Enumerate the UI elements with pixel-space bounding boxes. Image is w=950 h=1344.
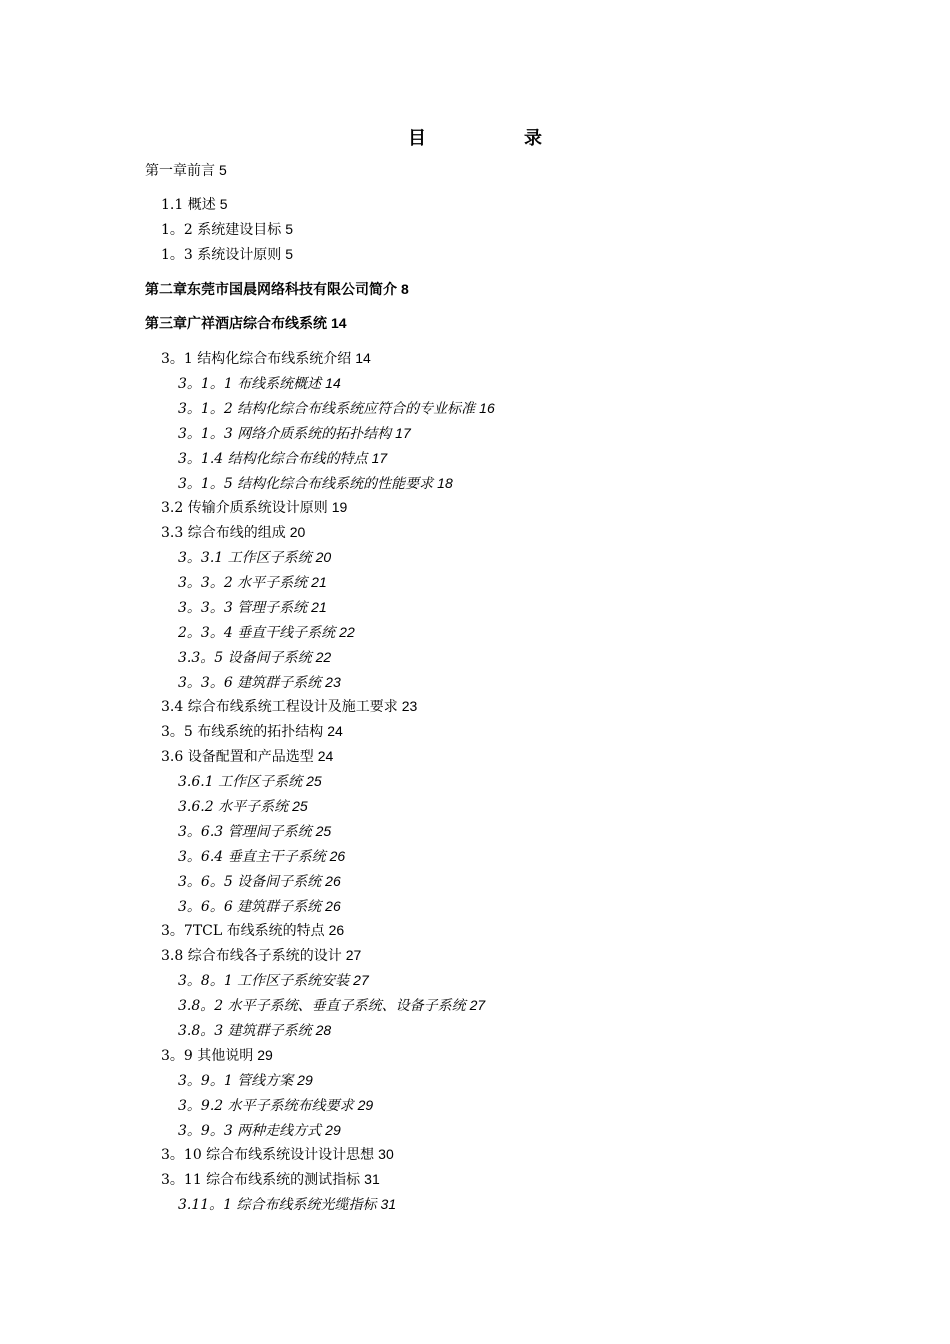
toc-entry-text: 3。1。1 布线系统概述 [178, 376, 322, 392]
toc-entry-text: 3。10 综合布线系统设计设计思想 [161, 1147, 375, 1163]
toc-entry[interactable] [178, 871, 341, 892]
toc-entry[interactable] [178, 1020, 331, 1041]
toc-entry[interactable] [145, 160, 227, 181]
toc-entry[interactable] [178, 473, 453, 494]
toc-entry[interactable] [178, 1194, 396, 1215]
toc-entry-text: 3。9.2 水平子系统布线要求 [178, 1098, 354, 1114]
toc-entry-text: 3.11。1 综合布线系统光缆指标 [178, 1197, 377, 1213]
toc-entry-page-number: 19 [331, 499, 348, 515]
toc-entry-page-number: 8 [401, 281, 409, 297]
toc-entry-page-number: 21 [311, 574, 327, 590]
toc-entry[interactable] [178, 398, 495, 419]
toc-entry[interactable] [178, 448, 387, 469]
toc-entry-page-number: 5 [219, 196, 228, 212]
toc-entry-text: 1.1 概述 [161, 197, 216, 213]
toc-entry-text: 3。3。6 建筑群子系统 [178, 675, 322, 691]
toc-entry-page-number: 29 [297, 1072, 313, 1088]
toc-entry-text: 3。6.4 垂直主干子系统 [178, 849, 326, 865]
toc-entry-text: 3。3。2 水平子系统 [178, 575, 308, 591]
toc-entry-text: 3.8。3 建筑群子系统 [178, 1023, 312, 1039]
toc-entry-text: 3。1.4 结构化综合布线的特点 [178, 451, 368, 467]
toc-entry[interactable] [161, 497, 347, 518]
toc-entry[interactable] [161, 244, 293, 265]
toc-entry-text: 3.6.2 水平子系统 [178, 799, 289, 815]
toc-entry-text: 3。9。3 两种走线方式 [178, 1123, 322, 1139]
toc-entry-page-number: 26 [325, 873, 341, 889]
toc-entry-page-number: 25 [315, 823, 332, 839]
toc-entry-page-number: 25 [292, 798, 308, 814]
toc-entry-page-number: 22 [339, 624, 355, 640]
toc-entry[interactable] [178, 622, 355, 643]
toc-entry-page-number: 21 [311, 599, 327, 615]
toc-entry-page-number: 5 [285, 221, 294, 237]
toc-entry-page-number: 14 [325, 375, 341, 391]
toc-entry-page-number: 29 [357, 1097, 374, 1113]
toc-entry-page-number: 5 [219, 162, 227, 178]
toc-entry-page-number: 24 [327, 723, 343, 739]
toc-entry-text: 1。2 系统建设目标 [161, 222, 282, 238]
toc-entry-page-number: 29 [325, 1122, 341, 1138]
toc-entry-text: 3。6。6 建筑群子系统 [178, 899, 322, 915]
toc-entry-text: 3。11 综合布线系统的测试指标 [161, 1172, 361, 1188]
toc-entry[interactable] [161, 1144, 394, 1165]
toc-entry-page-number: 26 [325, 898, 341, 914]
toc-entry-text: 3。3。3 管理子系统 [178, 600, 308, 616]
toc-entry[interactable] [161, 194, 228, 215]
toc-entry[interactable] [161, 721, 343, 742]
toc-entry-page-number: 17 [371, 450, 388, 466]
toc-entry[interactable] [178, 423, 411, 444]
toc-entry-page-number: 22 [315, 649, 332, 665]
toc-entry-text: 3。1。5 结构化综合布线系统的性能要求 [178, 476, 434, 492]
toc-entry[interactable] [161, 945, 361, 966]
toc-entry-page-number: 23 [325, 674, 341, 690]
toc-entry-page-number: 20 [315, 549, 332, 565]
toc-entry-page-number: 27 [345, 947, 362, 963]
toc-entry[interactable] [178, 995, 485, 1016]
toc-entry-text: 3。5 布线系统的拓扑结构 [161, 724, 324, 740]
toc-entry[interactable] [178, 373, 341, 394]
toc-entry-text: 3.3 综合布线的组成 [161, 525, 286, 541]
toc-entry[interactable] [178, 1120, 341, 1141]
toc-entry-page-number: 20 [289, 524, 306, 540]
toc-entry[interactable] [178, 1070, 313, 1091]
toc-entry-text: 3。6.3 管理间子系统 [178, 824, 312, 840]
toc-entry-text: 3.4 综合布线系统工程设计及施工要求 [161, 699, 398, 715]
toc-entry[interactable] [178, 1095, 373, 1116]
toc-entry-page-number: 26 [328, 922, 345, 938]
toc-entry-page-number: 29 [257, 1047, 273, 1063]
toc-entry-page-number: 31 [380, 1196, 397, 1212]
toc-entry-text: 第二章东莞市国晨网络科技有限公司简介 [145, 282, 397, 298]
toc-entry-page-number: 23 [401, 698, 418, 714]
toc-entry[interactable] [161, 920, 344, 941]
toc-entry[interactable] [161, 219, 293, 240]
toc-entry[interactable] [178, 771, 322, 792]
toc-entry-text: 3.3。5 设备间子系统 [178, 650, 312, 666]
toc-entry[interactable] [161, 1169, 380, 1190]
toc-entry-text: 1。3 系统设计原则 [161, 247, 282, 263]
toc-entry[interactable] [161, 1045, 273, 1066]
toc-entry[interactable] [161, 522, 305, 543]
toc-entry-page-number: 31 [364, 1171, 380, 1187]
toc-entry-text: 3。9 其他说明 [161, 1048, 254, 1064]
toc-entry-text: 2。3。4 垂直干线子系统 [178, 625, 336, 641]
toc-title: 目 录 [408, 128, 582, 149]
toc-entry[interactable] [178, 970, 369, 991]
toc-entry-text: 3。6。5 设备间子系统 [178, 874, 322, 890]
toc-entry-text: 3。1。2 结构化综合布线系统应符合的专业标准 [178, 401, 476, 417]
toc-entry-text: 3。8。1 工作区子系统安装 [178, 973, 350, 989]
toc-entry-text: 3.8 综合布线各子系统的设计 [161, 948, 342, 964]
toc-entry-text: 3。9。1 管线方案 [178, 1073, 294, 1089]
toc-entry[interactable] [161, 348, 371, 369]
toc-entry-text: 3.6.1 工作区子系统 [178, 774, 303, 790]
toc-entry-text: 3。1。3 网络介质系统的拓扑结构 [178, 426, 392, 442]
toc-entry-text: 3.2 传输介质系统设计原则 [161, 500, 328, 516]
toc-entry-text: 3。1 结构化综合布线系统介绍 [161, 351, 352, 367]
toc-entry-text: 3.6 设备配置和产品选型 [161, 749, 314, 765]
toc-entry-page-number: 17 [395, 425, 411, 441]
toc-entry-page-number: 14 [355, 350, 371, 366]
toc-entry-page-number: 27 [353, 972, 369, 988]
toc-entry-page-number: 26 [329, 848, 346, 864]
toc-entry[interactable] [145, 313, 347, 334]
toc-entry[interactable] [178, 597, 327, 618]
toc-entry-page-number: 28 [315, 1022, 332, 1038]
toc-entry-page-number: 25 [306, 773, 322, 789]
toc-entry-page-number: 14 [331, 315, 347, 331]
toc-entry[interactable] [178, 547, 331, 568]
toc-entry[interactable] [178, 647, 331, 668]
toc-entry[interactable] [161, 746, 333, 767]
toc-entry-text: 3.8。2 水平子系统、垂直子系统、设备子系统 [178, 998, 466, 1014]
toc-entry-page-number: 5 [285, 246, 294, 262]
toc-entry-text: 第三章广祥酒店综合布线系统 [145, 316, 327, 332]
toc-entry[interactable] [178, 896, 341, 917]
toc-entry-page-number: 30 [378, 1146, 394, 1162]
toc-entry-page-number: 24 [317, 748, 334, 764]
toc-entry-page-number: 18 [437, 475, 453, 491]
toc-entry[interactable] [178, 821, 331, 842]
toc-entry-text: 3。3.1 工作区子系统 [178, 550, 312, 566]
toc-entry[interactable] [178, 672, 341, 693]
toc-entry-text: 3。7TCL 布线系统的特点 [161, 923, 325, 939]
toc-entry[interactable] [178, 572, 327, 593]
toc-entry[interactable] [178, 796, 308, 817]
toc-entry[interactable] [145, 279, 409, 300]
toc-entry-page-number: 16 [479, 400, 495, 416]
toc-entry-text: 第一章前言 [145, 163, 215, 179]
toc-entry[interactable] [161, 696, 417, 717]
toc-entry-page-number: 27 [469, 997, 486, 1013]
toc-entry[interactable] [178, 846, 345, 867]
